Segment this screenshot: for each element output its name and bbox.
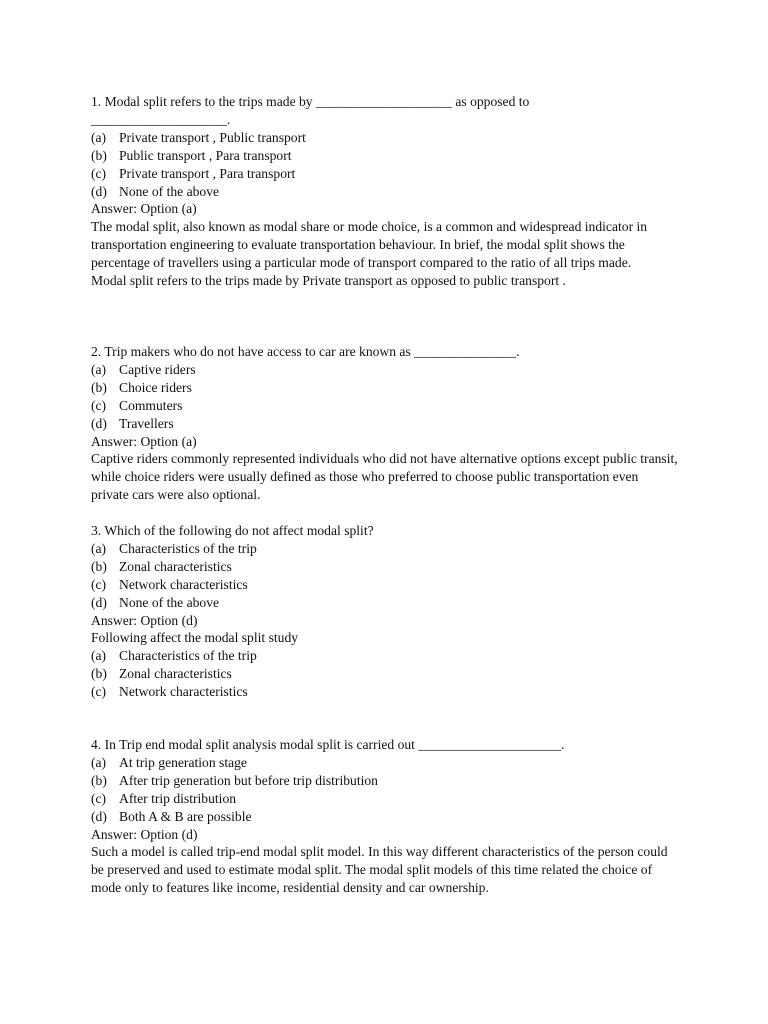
option-text: Network characteristics xyxy=(119,684,248,700)
question-1 xyxy=(91,93,691,290)
option-label: (b) xyxy=(91,772,107,788)
option-label: (b) xyxy=(91,666,107,682)
explanation-paragraph: Modal split refers to the trips made by Private transport as opposed to public transport . xyxy=(91,273,566,289)
option-label: (c) xyxy=(91,576,107,592)
option-text: Characteristics of the trip xyxy=(119,648,257,664)
option-text: Travellers xyxy=(119,415,174,431)
option-a xyxy=(91,129,691,147)
answer-line: Answer: Option (a) xyxy=(91,201,197,217)
question-stem: 2. Trip makers who do not have access to car are known as _______________. xyxy=(91,344,520,359)
question-stem-continuation: ____________________. xyxy=(91,111,231,127)
question-3 xyxy=(91,522,691,701)
explanation-item-c xyxy=(91,683,691,701)
option-text: Zonal characteristics xyxy=(119,558,232,574)
explanation-intro: Following affect the modal split study xyxy=(91,630,299,646)
option-text: After trip distribution xyxy=(119,790,237,806)
question-stem: 1. Modal split refers to the trips made by ____________________ as opposed to xyxy=(91,94,530,109)
explanation-paragraph: Captive riders commonly represented individuals who did not have alternative options except public transit, while choice riders were usually defined as those who preferred to choose public transportation even private cars were also optional. xyxy=(91,451,678,503)
option-label: (a) xyxy=(91,754,107,770)
question-stem: 4. In Trip end modal split analysis modal split is carried out _____________________. xyxy=(91,737,565,752)
option-label: (c) xyxy=(91,397,107,413)
option-text: Network characteristics xyxy=(119,576,248,592)
option-b xyxy=(91,772,691,790)
explanation-item-b xyxy=(91,665,691,683)
option-label: (a) xyxy=(91,648,107,664)
option-b xyxy=(91,558,691,576)
option-text: None of the above xyxy=(119,594,220,610)
option-label: (b) xyxy=(91,558,107,574)
explanation-paragraph: Such a model is called trip-end modal split model. In this way different characteristics of the person could be preserved and used to estimate modal split. The modal split models of this time related the choice of mode only to features like income, residential density and car ownership. xyxy=(91,844,668,896)
option-a xyxy=(91,361,691,379)
option-text: At trip generation stage xyxy=(119,754,247,770)
option-text: Captive riders xyxy=(119,361,196,377)
explanation-item-a xyxy=(91,647,691,665)
option-label: (c) xyxy=(91,790,107,806)
option-label: (a) xyxy=(91,540,107,556)
option-c xyxy=(91,790,691,808)
option-text: Characteristics of the trip xyxy=(119,540,257,556)
option-label: (b) xyxy=(91,147,107,163)
option-text: Private transport , Public transport xyxy=(119,129,306,145)
option-label: (b) xyxy=(91,379,107,395)
option-text: Both A & B are possible xyxy=(119,808,252,824)
option-a xyxy=(91,754,691,772)
explanation-paragraph: The modal split, also known as modal share or mode choice, is a common and widespread indicator in transportation engineering to evaluate transportation behaviour. In brief, the modal split shows the percentage of travellers using a particular mode of transport compared to the ratio of all trips made. xyxy=(91,219,648,271)
question-stem: 3. Which of the following do not affect modal split? xyxy=(91,523,374,538)
option-d xyxy=(91,808,691,826)
option-a xyxy=(91,540,691,558)
option-d xyxy=(91,183,691,201)
option-c xyxy=(91,397,691,415)
option-d xyxy=(91,594,691,612)
option-label: (d) xyxy=(91,594,107,610)
option-label: (c) xyxy=(91,165,107,181)
option-label: (d) xyxy=(91,183,107,199)
option-text: None of the above xyxy=(119,183,220,199)
option-label: (a) xyxy=(91,129,107,145)
option-c xyxy=(91,576,691,594)
option-text: Choice riders xyxy=(119,379,192,395)
option-label: (a) xyxy=(91,361,107,377)
option-b xyxy=(91,379,691,397)
option-c xyxy=(91,165,691,183)
option-text: Zonal characteristics xyxy=(119,666,232,682)
option-label: (d) xyxy=(91,808,107,824)
option-b xyxy=(91,147,691,165)
answer-line: Answer: Option (d) xyxy=(91,612,198,628)
answer-line: Answer: Option (a) xyxy=(91,433,197,449)
question-2 xyxy=(91,343,691,504)
option-label: (c) xyxy=(91,684,107,700)
answer-line: Answer: Option (d) xyxy=(91,826,198,842)
option-text: Public transport , Para transport xyxy=(119,147,292,163)
option-text: After trip generation but before trip distribution xyxy=(119,772,378,788)
option-text: Private transport , Para transport xyxy=(119,165,296,181)
question-4 xyxy=(91,736,691,897)
option-d xyxy=(91,415,691,433)
option-text: Commuters xyxy=(119,397,183,413)
option-label: (d) xyxy=(91,415,107,431)
